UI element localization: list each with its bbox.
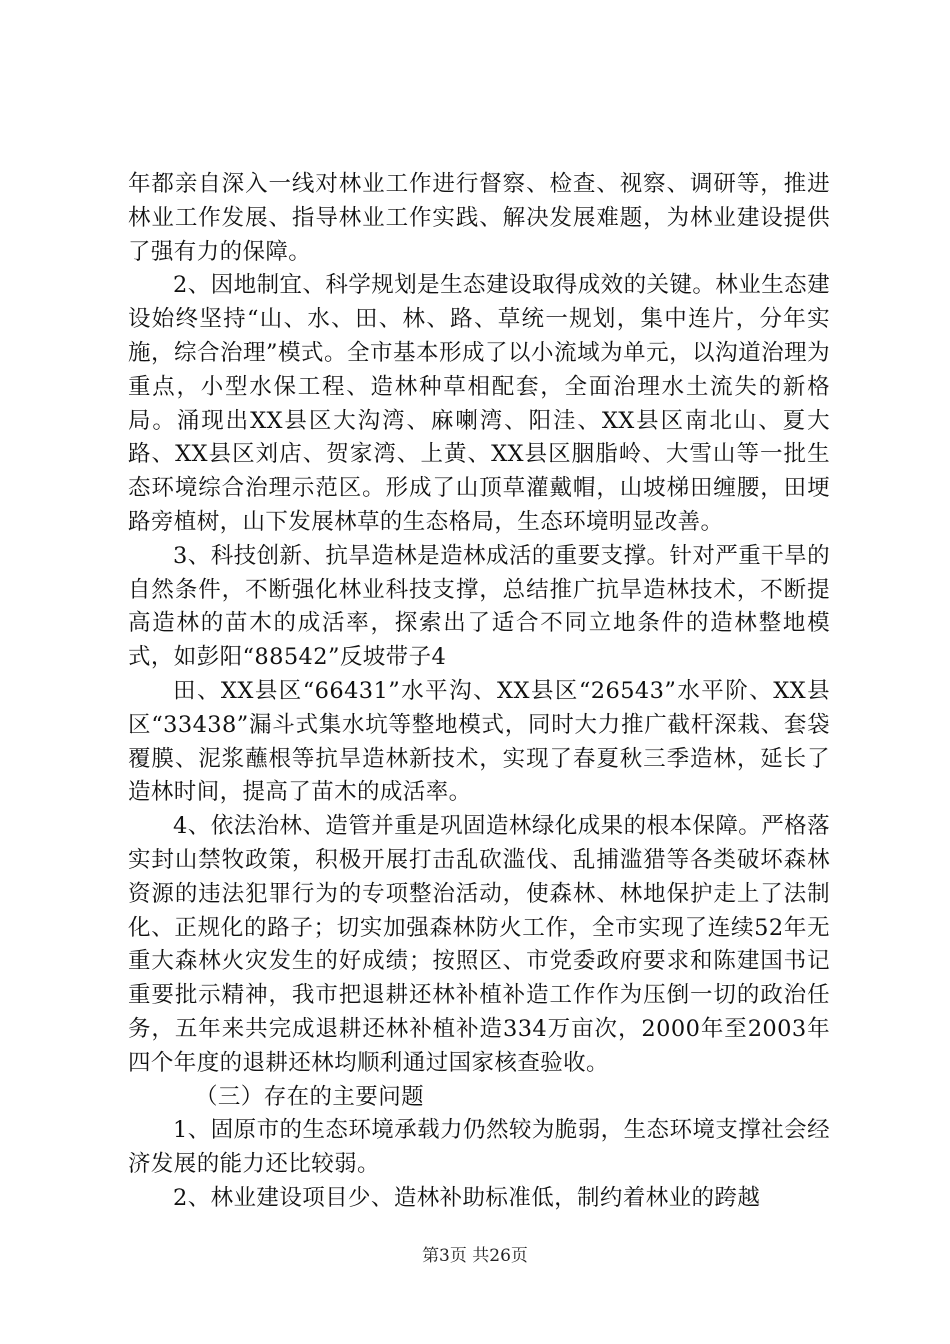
paragraph-item-3: 3、科技创新、抗旱造林是造林成活的重要支撑。针对严重干旱的自然条件，不断强化林业科技支撑，总结推广抗旱造林技术，不断提高造林的苗木的成活率，探索出了适合不同立地条件的造林整地模式，如彭阳“88542”反坡带子4 bbox=[128, 542, 830, 671]
page-number: 第3页 共26页 bbox=[422, 1246, 528, 1266]
paragraph-problem-1: 1、固原市的生态环境承载力仍然较为脆弱，生态环境支撑社会经济发展的能力还比较弱。 bbox=[128, 1117, 830, 1178]
section-heading: （三）存在的主要问题 bbox=[195, 1083, 425, 1110]
paragraph-problem-2: 2、林业建设项目少、造林补助标准低，制约着林业的跨越 bbox=[173, 1184, 761, 1211]
paragraph-item-3-continued: 田、XX县区“66431”水平沟、XX县区“26543”水平阶、XX县区“33438”漏斗式集水坑等整地模式，同时大力推广截杆深栽、套袋覆膜、泥浆蘸根等抗旱造林新技术，实现了春夏秋三季造林，延长了造林时间，提高了苗木的成活率。 bbox=[128, 677, 830, 806]
paragraph-continuation: 年都亲自深入一线对林业工作进行督察、检查、视察、调研等，推进林业工作发展、指导林业工作实践、解决发展难题，为林业建设提供了强有力的保障。 bbox=[128, 171, 830, 265]
paragraph-item-4: 4、依法治林、造管并重是巩固造林绿化成果的根本保障。严格落实封山禁牧政策，积极开展打击乱砍滥伐、乱捕滥猎等各类破坏森林资源的违法犯罪行为的专项整治活动，使森林、林地保护走上了法制化、正规化的路子；切实加强森林防火工作，全市实现了连续52年无重大森林火灾发生的好成绩；按照区、市党委政府要求和陈建国书记重要批示精神，我市把退耕还林补植补造工作作为压倒一切的政治任务，五年来共完成退耕还林补植补造334万亩次，2000年至2003年四个年度的退耕还林均顺利通过国家核查验收。 bbox=[128, 813, 830, 1076]
paragraph-item-2: 2、因地制宜、科学规划是生态建设取得成效的关键。林业生态建设始终坚持“山、水、田、林、路、草统一规划，集中连片，分年实施，综合治理”模式。全市基本形成了以小流域为单元，以沟道治理为重点，小型水保工程、造林种草相配套，全面治理水土流失的新格局。涌现出XX县区大沟湾、麻喇湾、阳洼、XX县区南北山、夏大路、XX县区刘店、贺家湾、上黄、XX县区胭脂岭、大雪山等一批生态环境综合治理示范区。形成了山顶草灌戴帽，山坡梯田缠腰，田埂路旁植树，山下发展林草的生态格局，生态环境明显改善。 bbox=[128, 272, 830, 535]
document-body bbox=[128, 168, 830, 1216]
